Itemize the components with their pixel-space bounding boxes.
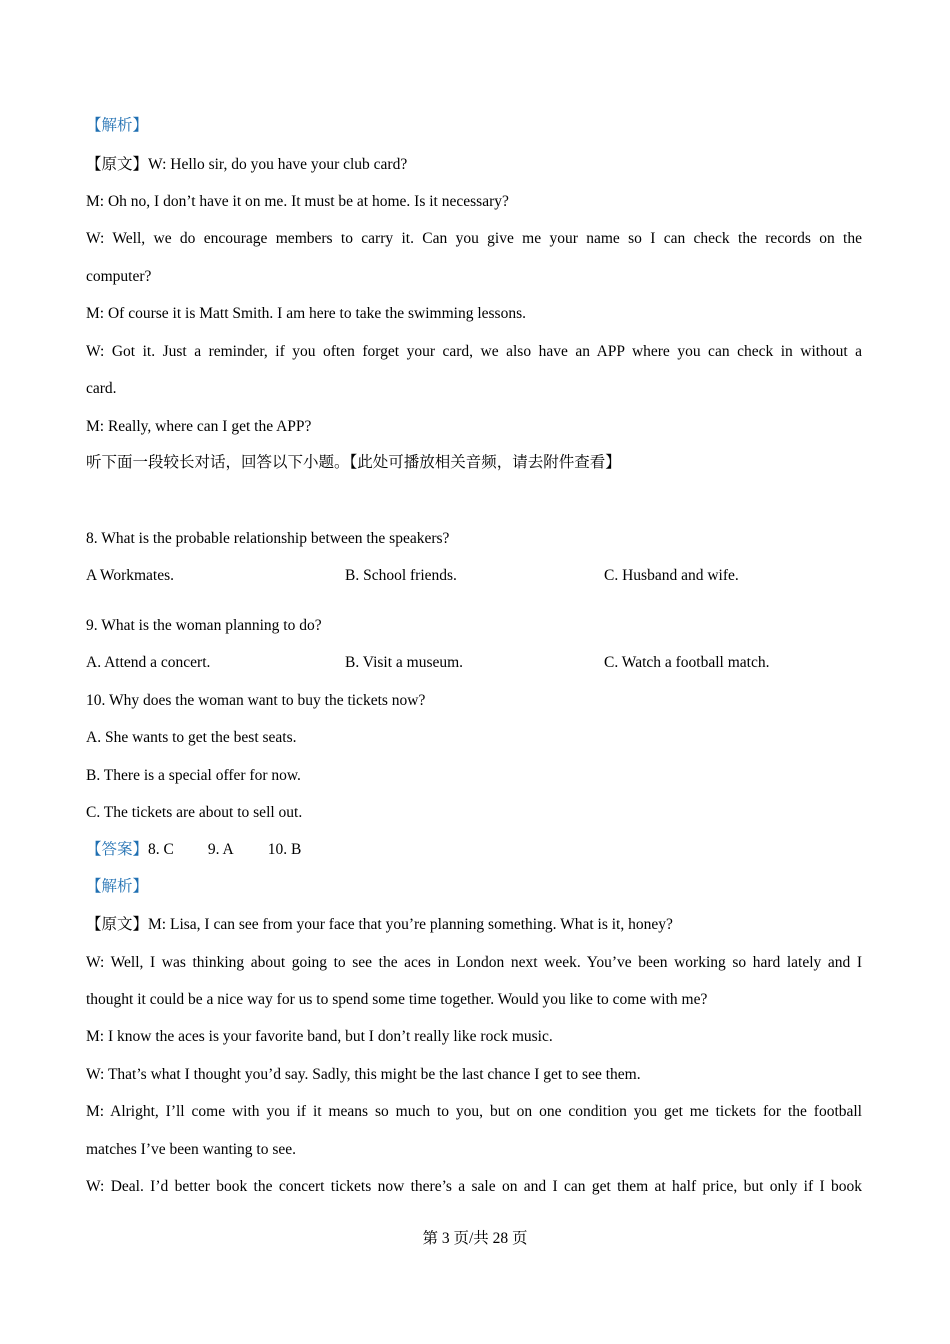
transcript-line: W: That’s what I thought you’d say. Sadly, this might be the last chance I get to see them.: [86, 1066, 641, 1083]
transcript-line: matches I’ve been wanting to see.: [86, 1141, 297, 1158]
transcript-line: thought it could be a nice way for us to spend some time together. Would you like to come with me?: [86, 991, 708, 1008]
analysis-label-2: 【解析】: [86, 878, 149, 895]
question-8-option-a: A Workmates.: [86, 567, 175, 584]
answer-8: 8. C: [148, 841, 174, 858]
question-10-option-b: B. There is a special offer for now.: [86, 767, 301, 784]
listening-instruction: 听下面一段较长对话，回答以下小题。【此处可播放相关音频，请去附件查看】: [86, 454, 621, 471]
transcript-line: M: Of course it is Matt Smith. I am here to take the swimming lessons.: [86, 305, 526, 322]
question-8-option-c: C. Husband and wife.: [604, 567, 739, 584]
original-text-label: 【原文】: [86, 916, 149, 933]
transcript-line: 【原文】M: Lisa, I can see from your face that you’re planning something. What is it, honey?: [86, 916, 673, 933]
analysis-label-1: 【解析】: [86, 117, 149, 134]
question-10-stem: 10. Why does the woman want to buy the tickets now?: [86, 692, 426, 709]
transcript-line: W: Got it. Just a reminder, if you often forget your card, we also have an APP where you can check in without a: [86, 343, 862, 360]
question-9-option-c: C. Watch a football match.: [604, 654, 770, 671]
question-10-option-a: A. She wants to get the best seats.: [86, 729, 297, 746]
transcript-line: card.: [86, 380, 117, 397]
question-9-option-b: B. Visit a museum.: [345, 654, 464, 671]
question-10-option-c: C. The tickets are about to sell out.: [86, 804, 303, 821]
transcript-line: 【原文】W: Hello sir, do you have your club card?: [86, 156, 408, 173]
transcript-line: M: Oh no, I don’t have it on me. It must be at home. Is it necessary?: [86, 193, 509, 210]
page-number-footer: 第 3 页/共 28 页: [422, 1230, 528, 1247]
answer-10: 10. B: [267, 841, 302, 858]
transcript-line: W: Deal. I’d better book the concert tickets now there’s a sale on and I can get them at half price, but only if I book: [86, 1178, 862, 1195]
transcript-line: M: Alright, I’ll come with you if it means so much to you, but on one condition you get me tickets for the football: [86, 1103, 862, 1120]
question-9-option-a: A. Attend a concert.: [86, 654, 211, 671]
answer-label: 【答案】: [86, 841, 149, 858]
transcript-line: M: Really, where can I get the APP?: [86, 418, 312, 435]
transcript-line: W: Well, we do encourage members to carry it. Can you give me your name so I can check the records on the: [86, 230, 862, 247]
original-text-label: 【原文】: [86, 156, 149, 173]
transcript-line: M: I know the aces is your favorite band, but I don’t really like rock music.: [86, 1028, 553, 1045]
transcript-line: W: Well, I was thinking about going to see the aces in London next week. You’ve been working so hard lately and I: [86, 954, 862, 971]
transcript-line: computer?: [86, 268, 152, 285]
question-8-stem: 8. What is the probable relationship between the speakers?: [86, 530, 450, 547]
question-9-stem: 9. What is the woman planning to do?: [86, 617, 322, 634]
answer-line: [86, 840, 301, 860]
answer-9: 9. A: [207, 841, 234, 858]
question-8-option-b: B. School friends.: [345, 567, 457, 584]
